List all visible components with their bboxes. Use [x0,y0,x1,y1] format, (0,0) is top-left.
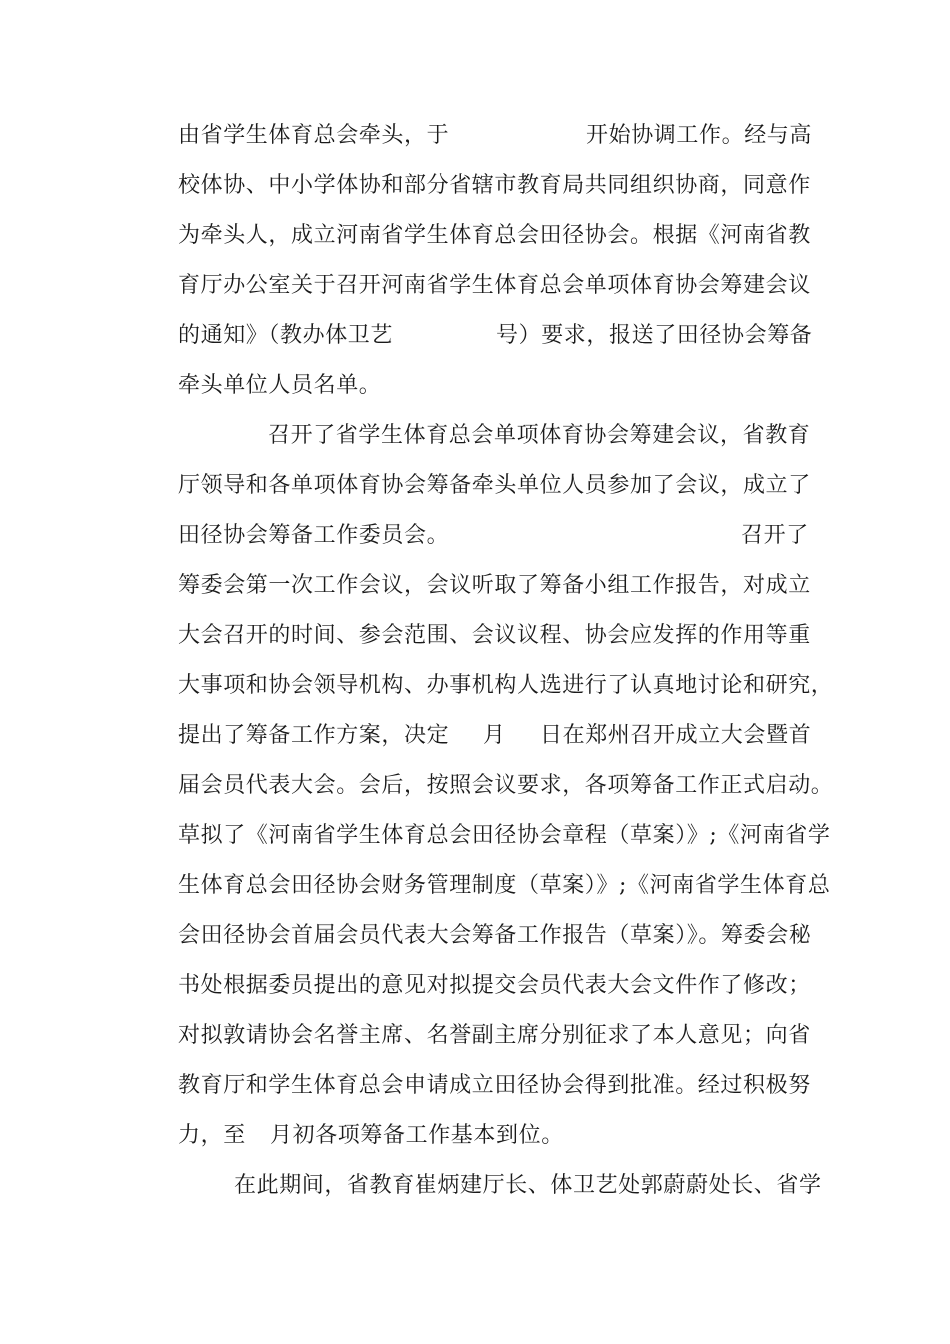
text-line [178,666,834,706]
text-line [178,1116,808,1156]
text-segment: 的通知》（教办体卫艺 [178,323,394,348]
text-segment: 草拟了《河南省学生体育总会田径协会章程（草案）》;《河南省学 [178,823,831,848]
text-line [178,566,811,606]
text-segment: 力，至 [178,1123,246,1148]
text-segment: 筹委会第一次工作会议，会议听取了筹备小组工作报告，对成立 [178,573,811,598]
text-line [178,1016,811,1056]
text-segment: 在此期间，省教育崔炳建厅长、体卫艺处郭蔚蔚处长、省学 [234,1173,822,1198]
text-segment: 会田径协会首届会员代表大会筹备工作报告（草案）》。筹委会秘 [178,923,812,948]
text-segment: 育厅办公室关于召开河南省学生体育总会单项体育协会筹建会议 [178,273,811,298]
text-line [178,866,831,906]
text-segment: 提出了筹备工作方案，决定 [178,723,450,748]
text-line [178,416,811,456]
text-line [178,316,813,356]
text-segment: 生体育总会田径协会财务管理制度（草案）》;《河南省学生体育总 [178,873,831,898]
text-segment: 由省学生体育总会牵头，于 [178,123,450,148]
text-line [178,216,811,256]
text-segment: 校体协、中小学体协和部分省辖市教育局共同组织协商，同意作 [178,173,811,198]
text-line [178,916,812,956]
text-line [178,816,831,856]
text-segment: 大会召开的时间、参会范围、会议议程、协会应发挥的作用等重 [178,623,811,648]
text-segment: 召开了 [741,523,809,548]
text-line [178,1166,822,1206]
text-segment: 大事项和协会领导机构、办事机构人选进行了认真地讨论和研究， [178,673,834,698]
text-segment: 召开了省学生体育总会单项体育协会筹建会议，省教育 [268,423,811,448]
text-segment: 月 [483,723,506,748]
text-line [178,966,811,1006]
text-line [178,116,813,156]
text-segment: 开始协调工作。经与高 [586,123,813,148]
text-segment: 届会员代表大会。会后，按照会议要求，各项筹备工作正式启动。 [178,773,834,798]
text-segment: 号）要求，报送了田径协会筹备 [496,323,813,348]
text-line [178,616,811,656]
text-segment: 牵头单位人员名单。 [178,373,382,398]
text-line [178,716,812,756]
text-segment: 厅领导和各单项体育协会筹备牵头单位人员参加了会议，成立了 [178,473,811,498]
text-line [178,366,808,406]
text-segment: 日在郑州召开成立大会暨首 [540,723,812,748]
text-line [178,766,834,806]
text-segment: 书处根据委员提出的意见对拟提交会员代表大会文件作了修改； [178,973,811,998]
text-segment: 月初各项筹备工作基本到位。 [270,1123,564,1148]
text-line [178,466,811,506]
text-line [178,516,808,556]
text-line [178,166,811,206]
text-segment: 田径协会筹备工作委员会。 [178,523,450,548]
text-line [178,1066,811,1106]
text-segment: 教育厅和学生体育总会申请成立田径协会得到批准。经过积极努 [178,1073,811,1098]
text-segment: 为牵头人，成立河南省学生体育总会田径协会。根据《河南省教 [178,223,811,248]
text-line [178,266,811,306]
text-segment: 对拟敦请协会名誉主席、名誉副主席分别征求了本人意见；向省 [178,1023,811,1048]
